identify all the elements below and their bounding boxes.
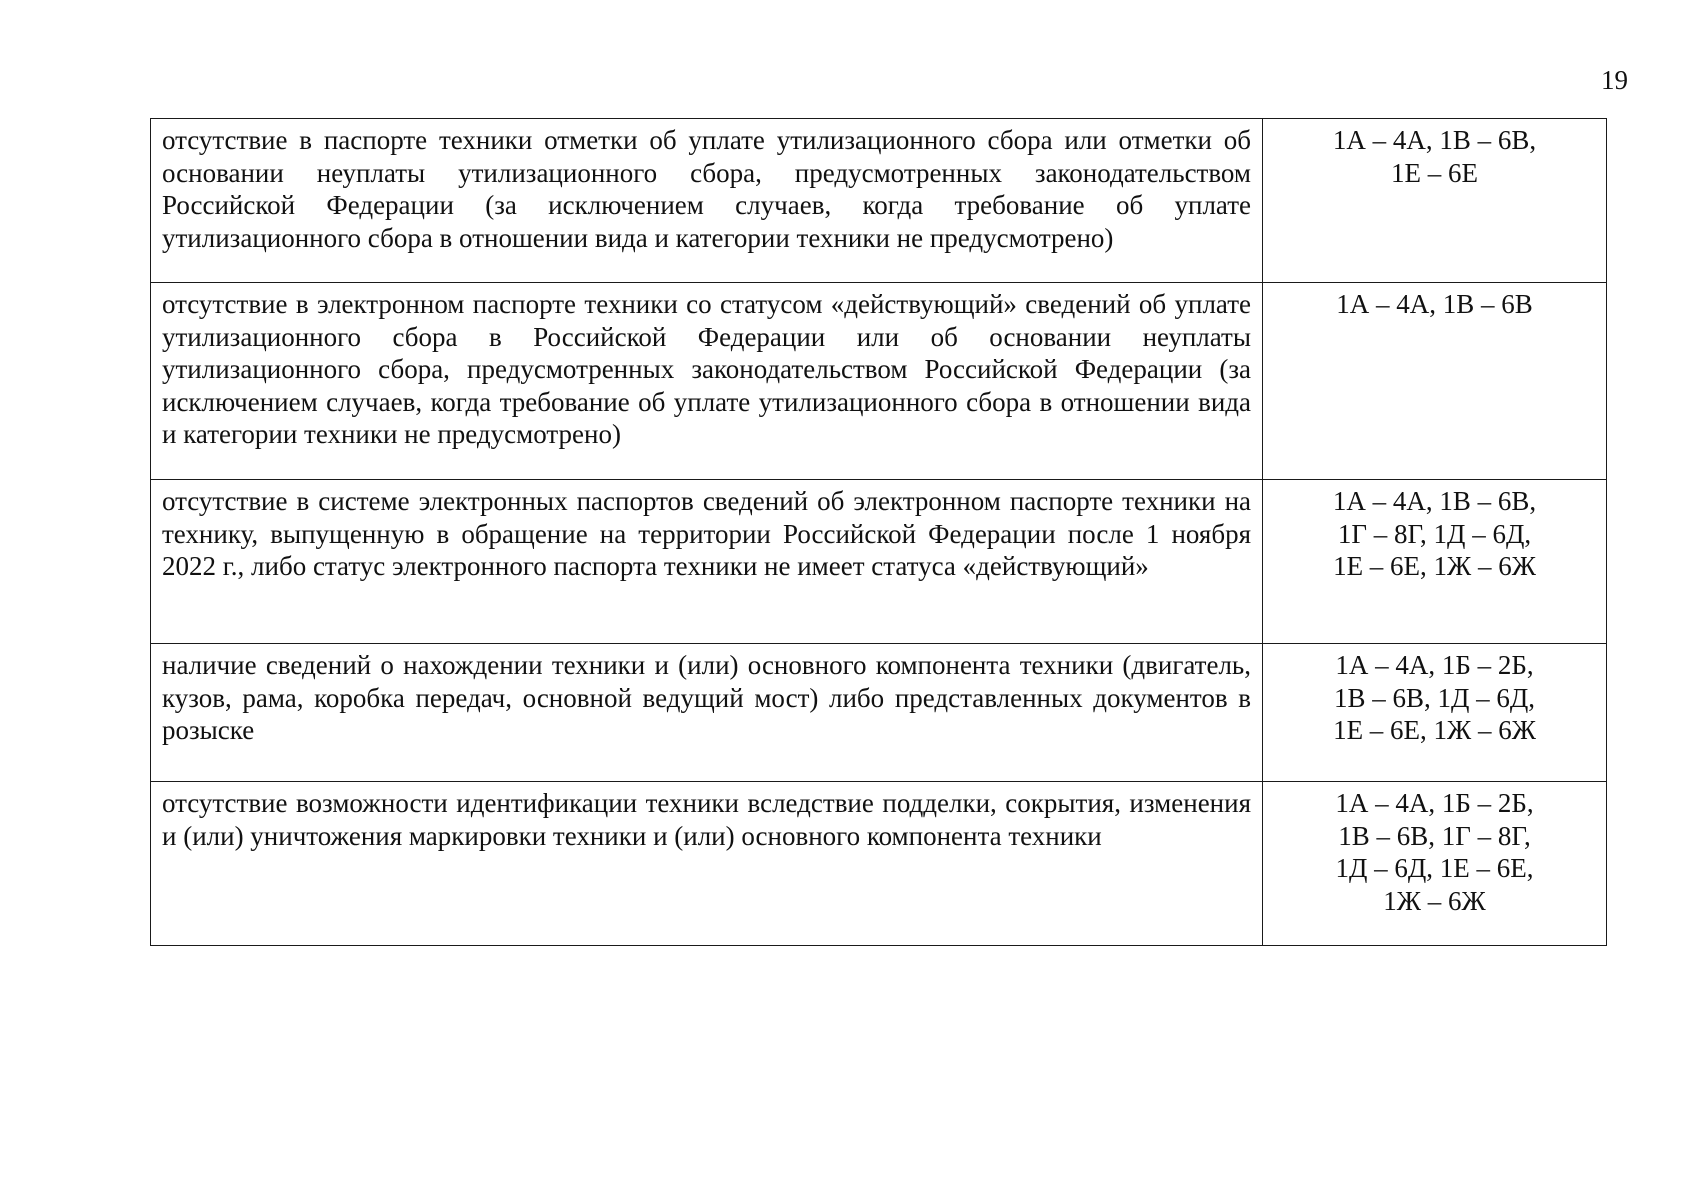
conditions-table xyxy=(150,118,1607,946)
category-line: 1А – 4А, 1Б – 2Б, xyxy=(1335,650,1534,680)
categories-cell xyxy=(1263,283,1607,480)
category-line: 1А – 4А, 1В – 6В, xyxy=(1332,486,1537,516)
category-line: 1А – 4А, 1Б – 2Б, xyxy=(1335,788,1534,818)
condition-cell: отсутствие в системе электронных паспортов сведений об электронном паспорте техники на технику, выпущенную в обращение на территории Российской Федерации после 1 ноября 2022 г., либо статус электронного паспорта техники не имеет статуса «действующий» xyxy=(151,480,1263,644)
table-row xyxy=(151,782,1607,946)
category-line: 1В – 6В, 1Д – 6Д, xyxy=(1333,682,1536,713)
categories-cell xyxy=(1263,644,1607,782)
condition-cell: наличие сведений о нахождении техники и (или) основного компонента техники (двигатель, кузов, рама, коробка передач, основной ведущий мост) либо представленных документов в розыске xyxy=(151,644,1263,782)
categories-cell xyxy=(1263,782,1607,946)
category-line: 1Е – 6Е, 1Ж – 6Ж xyxy=(1333,715,1536,745)
category-line: 1Е – 6Е xyxy=(1391,157,1478,188)
category-line: 1Е – 6Е, 1Ж – 6Ж xyxy=(1333,551,1536,581)
category-line: 1Г – 8Г, 1Д – 6Д, xyxy=(1337,518,1532,549)
condition-cell: отсутствие в электронном паспорте техники со статусом «действующий» сведений об уплате утилизационного сбора в Российской Федерации или об основании неуплаты утилизационного сбора, предусмотренных законодательством Российской Федерации (за исключением случаев, когда требование об уплате утилизационного сбора в отношении вида и категории техники не предусмотрено) xyxy=(151,283,1263,480)
table-row xyxy=(151,480,1607,644)
categories-cell xyxy=(1263,119,1607,283)
condition-cell: отсутствие возможности идентификации техники вследствие подделки, сокрытия, изменения и (или) уничтожения маркировки техники и (или) основного компонента техники xyxy=(151,782,1263,946)
category-line: 1Ж – 6Ж xyxy=(1383,885,1486,916)
category-line: 1А – 4А, 1В – 6В, xyxy=(1332,125,1537,155)
table-row xyxy=(151,644,1607,782)
category-line: 1Д – 6Д, 1Е – 6Е, xyxy=(1335,853,1534,883)
table-row xyxy=(151,119,1607,283)
category-line: 1В – 6В, 1Г – 8Г, xyxy=(1338,820,1531,851)
page-number: 19 xyxy=(1601,65,1628,95)
condition-cell: отсутствие в паспорте техники отметки об уплате утилизационного сбора или отметки об основании неуплаты утилизационного сбора, предусмотренных законодательством Российской Федерации (за исключением случаев, когда требование об уплате утилизационного сбора в отношении вида и категории техники не предусмотрено) xyxy=(151,119,1263,283)
category-line: 1А – 4А, 1В – 6В xyxy=(1336,289,1533,319)
categories-cell xyxy=(1263,480,1607,644)
table-row xyxy=(151,283,1607,480)
